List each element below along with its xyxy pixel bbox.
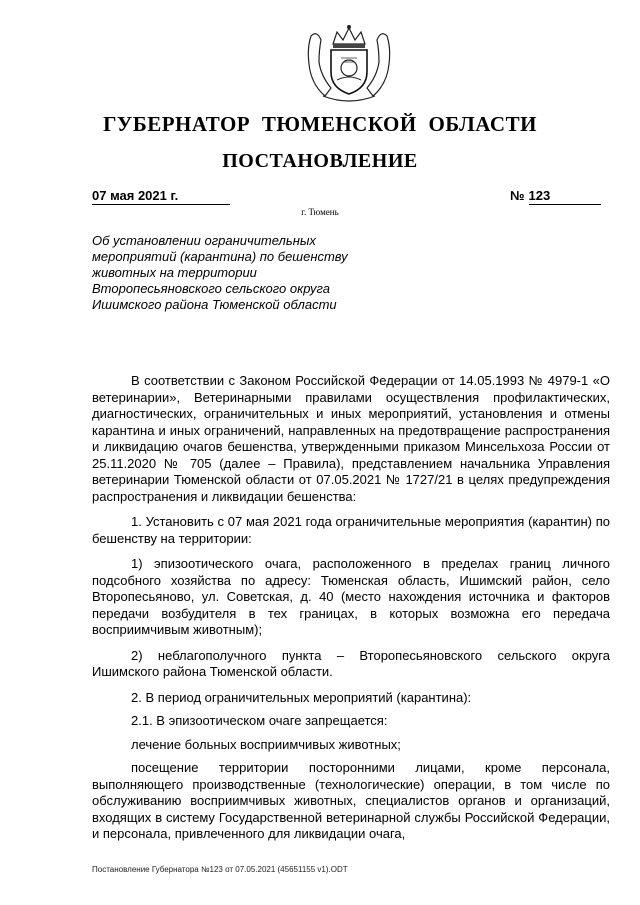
number-prefix: № bbox=[510, 188, 525, 203]
document-footer: Постановление Губернатора №123 от 07.05.2021 (45651155 v1).ODT bbox=[92, 865, 348, 874]
coat-of-arms-icon bbox=[297, 22, 401, 104]
body-paragraph: посещение территории посторонними лицами, кроме персонала, выполняющего производственные (технологические) операции, в том числе по обслуживанию восприимчивых животных, специалистов органов и организаций, входящих в систему Государственной ветеринарной службы Российской Федерации, и персонала, привлеченного для ликвидации очага, bbox=[92, 760, 610, 841]
governor-title: ГУБЕРНАТОР ТЮМЕНСКОЙ ОБЛАСТИ bbox=[103, 112, 537, 136]
body-paragraph: 2. В период ограничительных мероприятий (карантина): bbox=[131, 689, 472, 705]
document-date: 07 мая 2021 г. bbox=[92, 188, 230, 205]
document-body bbox=[92, 373, 610, 852]
document-subject: Об установлении ограничительных мероприятий (карантина) по бешенству животных на территории Второпесьяновского сельского округа Ишимского района Тюменской области bbox=[92, 233, 348, 312]
body-paragraph: лечение больных восприимчивых животных; bbox=[131, 736, 401, 752]
document-number bbox=[510, 188, 604, 205]
number-value: 123 bbox=[529, 188, 601, 205]
body-paragraph: 1) эпизоотического очага, расположенного в пределах границ личного подсобного хозяйства по адресу: Тюменская область, Ишимский район, село Второпесьяново, ул. Советская, д. 40 (место нахождения источника и факторов передачи возбудителя в тех границах, в которых возможна его передача восприимчивым животным); bbox=[92, 556, 610, 637]
body-paragraph: 2) неблагополучного пункта – Второпесьяновского сельского округа Ишимского района Тюменской области. bbox=[92, 647, 610, 679]
document-city: г. Тюмень bbox=[301, 207, 339, 217]
body-paragraph: 1. Установить с 07 мая 2021 года ограничительные мероприятия (карантин) по бешенству на территории: bbox=[92, 514, 610, 546]
document-type-heading: ПОСТАНОВЛЕНИЕ bbox=[222, 150, 418, 172]
body-paragraph: В соответствии с Законом Российской Федерации от 14.05.1993 № 4979-1 «О ветеринарии», Ветеринарными правилами осуществления профилактических, диагностических, ограничительных и иных мероприятий, установления и отмены карантина и иных ограничений, направленных на предотвращение распространения и ликвидацию очагов бешенства, утвержденными приказом Минсельхоза России от 25.11.2020 № 705 (далее – Правила), представлением начальника Управления ветеринарии Тюменской области от 07.05.2021 № 1727/21 в целях предупреждения распространения и ликвидации бешенства: bbox=[92, 373, 610, 504]
body-paragraph: 2.1. В эпизоотическом очаге запрещается: bbox=[131, 713, 388, 728]
